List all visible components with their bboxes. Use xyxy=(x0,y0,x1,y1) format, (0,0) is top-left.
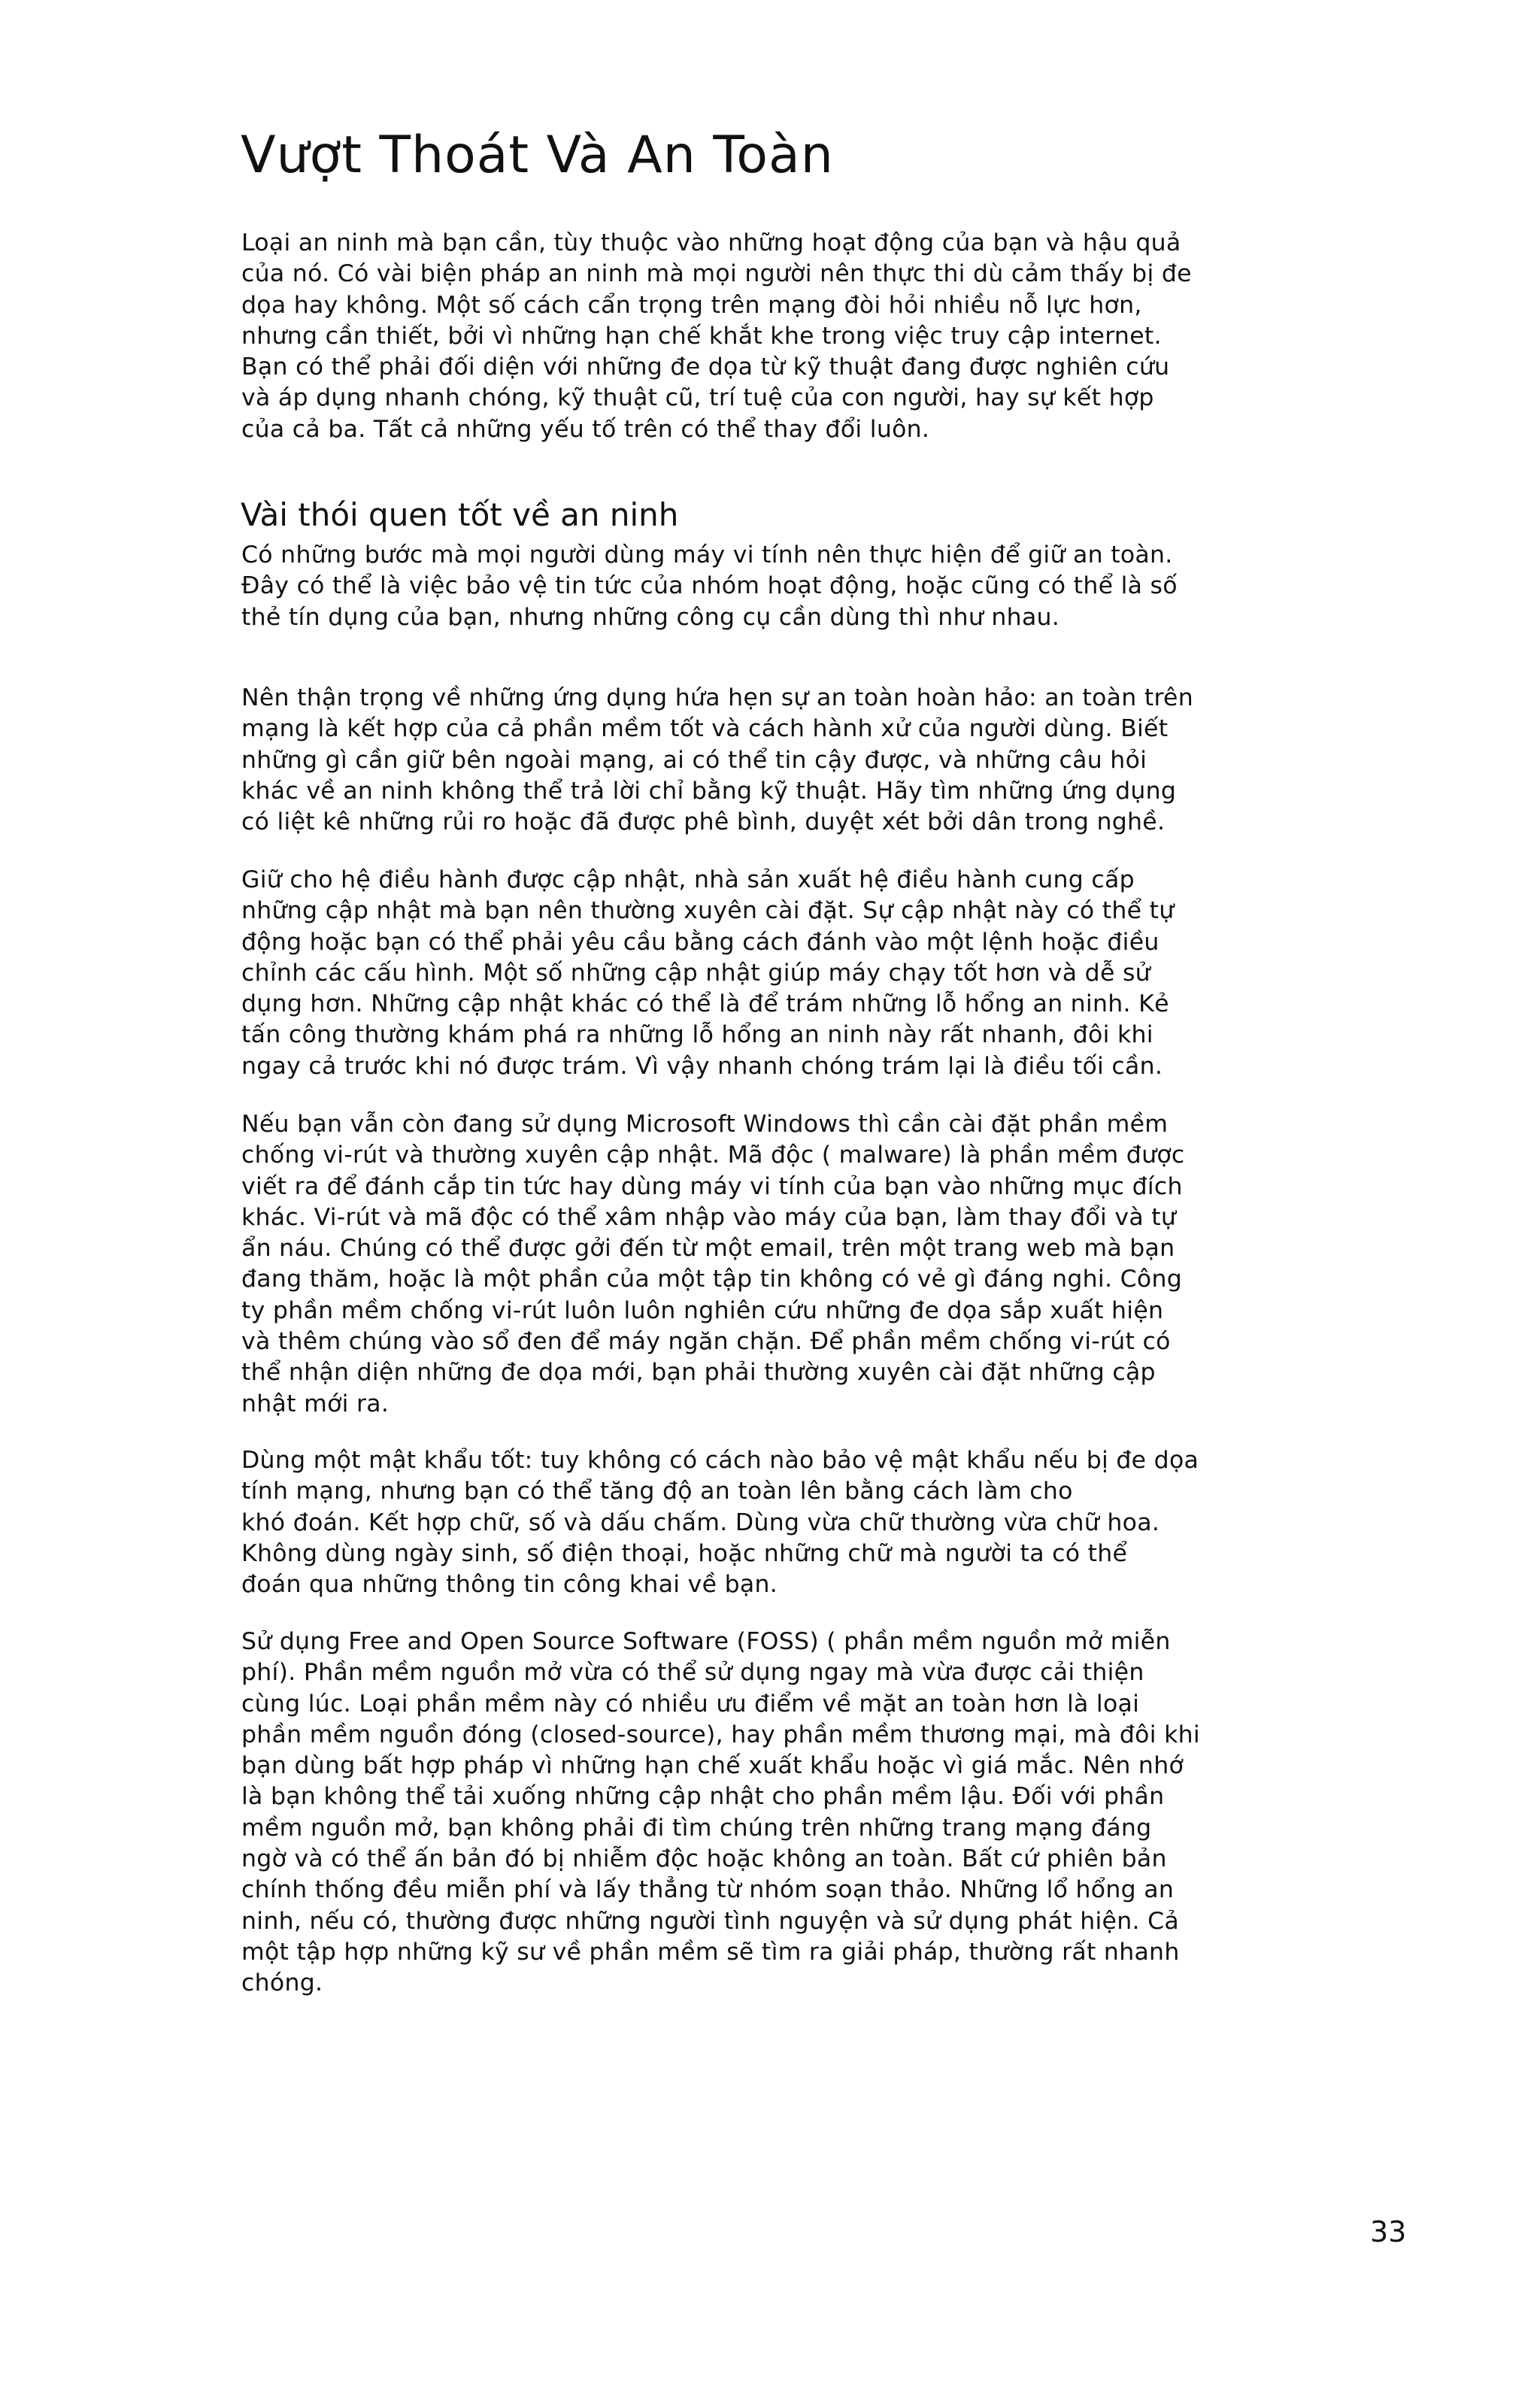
intro-paragraph: Loại an ninh mà bạn cần, tùy thuộc vào những hoạt động của bạn và hậu quả của nó. Có vài biện pháp an ninh mà mọi người nên thực thi dù cảm thấy bị đe dọa hay không. Một số cách cẩn trọng trên mạng đòi hỏi nhiều nỗ lực hơn, nhưng cần thiết, bởi vì những hạn chế khắt khe trong việc truy cập internet. Bạn có thể phải đối diện với những đe dọa từ kỹ thuật đang được nghiên cứu và áp dụng nhanh chóng, kỹ thuật cũ, trí tuệ của con người, hay sự kết hợp của cả ba. Tất cả những yếu tố trên có thể thay đổi luôn. xyxy=(241,229,1192,443)
section-heading: Vài thói quen tốt về an ninh xyxy=(241,496,679,533)
section-intro-paragraph: Có những bước mà mọi người dùng máy vi tính nên thực hiện để giữ an toàn. Đây có thể là việc bảo vệ tin tức của nhóm hoạt động, hoặc cũng có thể là số thẻ tín dụng của bạn, nhưng những công cụ cần dùng thì như nhau. xyxy=(241,541,1178,631)
paragraph-os-updates: Giữ cho hệ điều hành được cập nhật, nhà sản xuất hệ điều hành cung cấp những cập nhật mà bạn nên thường xuyên cài đặt. Sự cập nhật này có thể tự động hoặc bạn có thể phải yêu cầu bằng cách đánh vào một lệnh hoặc điều chỉnh các cấu hình. Một số những cập nhật giúp máy chạy tốt hơn và dễ sử dụng hơn. Những cập nhật khác có thể là để trám những lỗ hổng an ninh. Kẻ tấn công thường khám phá ra những lỗ hổng an ninh này rất nhanh, đôi khi ngay cả trước khi nó được trám. Vì vậy nhanh chóng trám lại là điều tối cần. xyxy=(241,866,1175,1080)
paragraph-foss: Sử dụng Free and Open Source Software (FOSS) ( phần mềm nguồn mở miễn phí). Phần mềm nguồn mở vừa có thể sử dụng ngay mà vừa được cải thiện cùng lúc. Loại phần mềm này có nhiều ưu điểm về mặt an toàn hơn là loại phần mềm nguồn đóng (closed-source), hay phần mềm thương mại, mà đôi khi bạn dùng bất hợp pháp vì những hạn chế xuất khẩu hoặc vì giá mắc. Nên nhớ là bạn không thể tải xuống những cập nhật cho phần mềm lậu. Đối với phần mềm nguồn mở, bạn không phải đi tìm chúng trên những trang mạng đáng ngờ và có thể ấn bản đó bị nhiễm độc hoặc không an toàn. Bất cứ phiên bản chính thống đều miễn phí và lấy thẳng từ nhóm soạn thảo. Những lổ hổng an ninh, nếu có, thường được những người tình nguyện và sử dụng phát hiện. Cả một tập hợp những kỹ sư về phần mềm sẽ tìm ra giải pháp, thường rất nhanh chóng. xyxy=(241,1628,1200,1997)
paragraph-security-apps: Nên thận trọng về những ứng dụng hứa hẹn sự an toàn hoàn hảo: an toàn trên mạng là kết hợp của cả phần mềm tốt và cách hành xử của người dùng. Biết những gì cần giữ bên ngoài mạng, ai có thể tin cậy được, và những câu hỏi khác về an ninh không thể trả lời chỉ bằng kỹ thuật. Hãy tìm những ứng dụng có liệt kê những rủi ro hoặc đã được phê bình, duyệt xét bởi dân trong nghề. xyxy=(241,684,1193,836)
page-title: Vượt Thoát Và An Toàn xyxy=(241,126,834,185)
paragraph-antivirus: Nếu bạn vẫn còn đang sử dụng Microsoft Windows thì cần cài đặt phần mềm chống vi-rút và thường xuyên cập nhật. Mã độc ( malware) là phần mềm được viết ra để đánh cắp tin tức hay dùng máy vi tính của bạn vào những mục đích khác. Vi-rút và mã độc có thể xâm nhập vào máy của bạn, làm thay đổi và tự ẩn náu. Chúng có thể được gởi đến từ một email, trên một trang web mà bạn đang thăm, hoặc là một phần của một tập tin không có vẻ gì đáng nghi. Công ty phần mềm chống vi-rút luôn luôn nghiên cứu những đe dọa sắp xuất hiện và thêm chúng vào sổ đen để máy ngăn chặn. Để phần mềm chống vi-rút có thể nhận diện những đe dọa mới, bạn phải thường xuyên cài đặt những cập nhật mới ra. xyxy=(241,1111,1185,1417)
paragraph-password: Dùng một mật khẩu tốt: tuy không có cách nào bảo vệ mật khẩu nếu bị đe dọa tính mạng, nhưng bạn có thể tăng độ an toàn lên bằng cách làm cho khó đoán. Kết hợp chữ, số và dấu chấm. Dùng vừa chữ thường vừa chữ hoa. Không dùng ngày sinh, số điện thoại, hoặc những chữ mà người ta có thể đoán qua những thông tin công khai về bạn. xyxy=(241,1447,1199,1599)
page-number: 33 xyxy=(1370,2215,1407,2248)
